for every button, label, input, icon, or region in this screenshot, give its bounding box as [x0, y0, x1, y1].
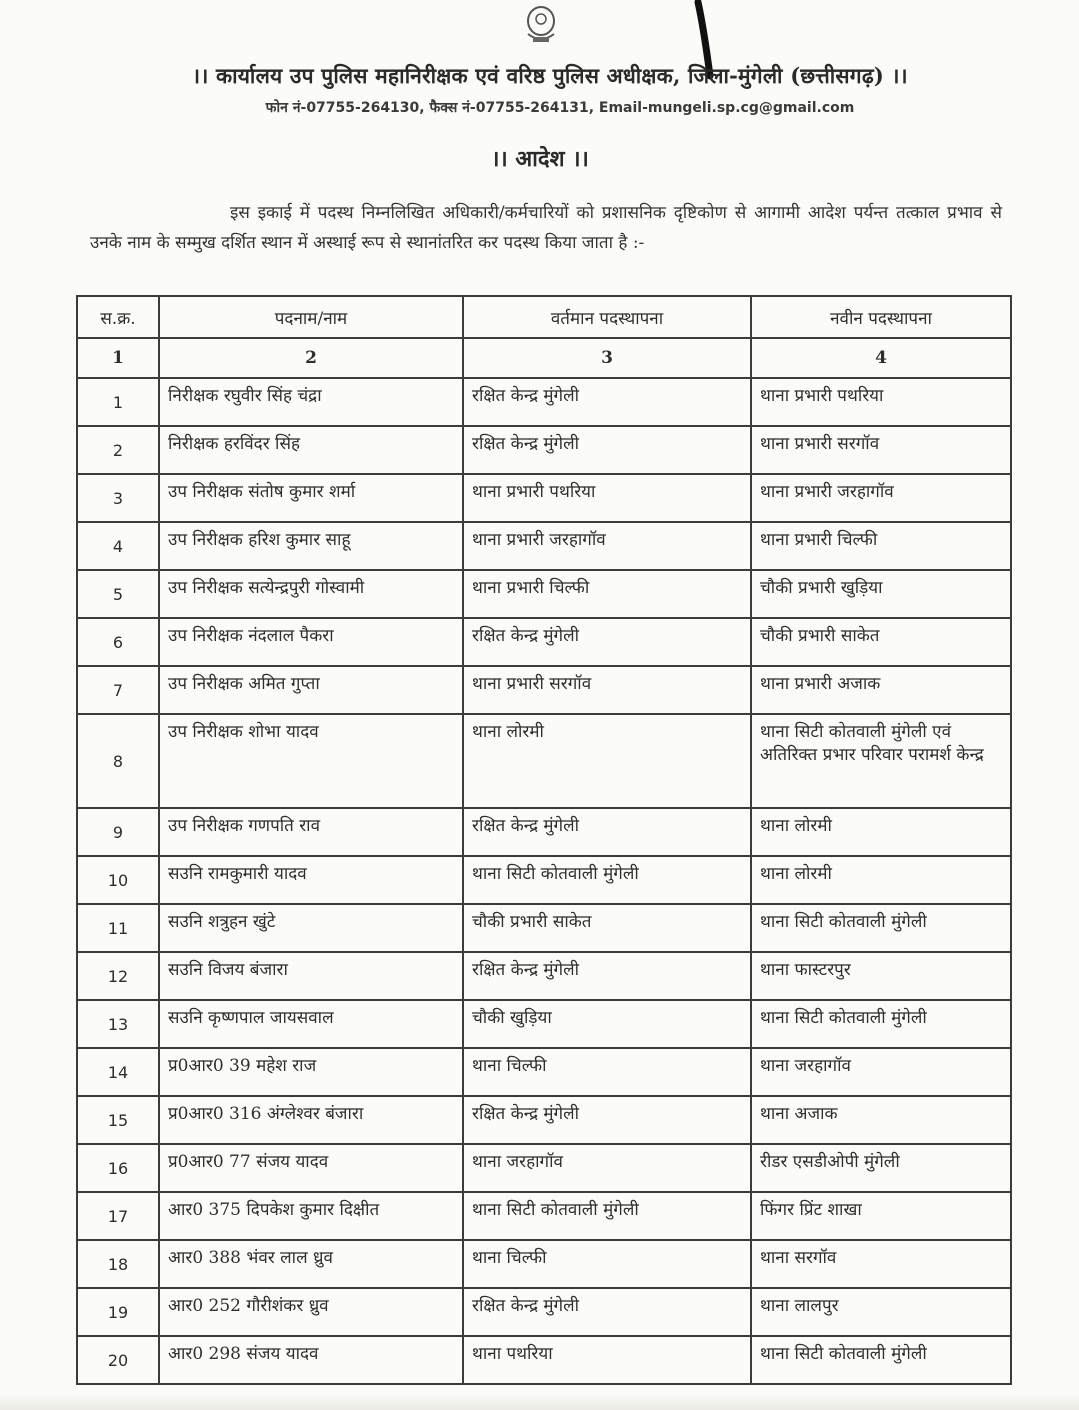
name-cell: उप निरीक्षक अमित गुप्ता: [159, 666, 463, 714]
name-cell: आर0 375 दिपकेश कुमार दिक्षीत: [159, 1192, 463, 1240]
new-posting-cell: थाना सिटी कोतवाली मुंगेली एवं अतिरिक्त प्रभार परिवार परामर्श केन्द्र: [751, 714, 1011, 808]
office-title: ।। कार्यालय उप पुलिस महानिरीक्षक एवं वरिष्ठ पुलिस अधीक्षक, जिला-मुंगेली (छत्तीसगढ़) ।।: [192, 63, 908, 88]
name-cell: निरीक्षक हरविंदर सिंह: [159, 426, 463, 474]
name-cell: सउनि रामकुमारी यादव: [159, 856, 463, 904]
name-cell: सउनि शत्रुहन खुंटे: [159, 904, 463, 952]
column-number: 2: [159, 338, 463, 378]
new-posting-cell: रीडर एसडीओपी मुंगेली: [751, 1144, 1011, 1192]
current-posting-cell: रक्षित केन्द्र मुंगेली: [463, 808, 751, 856]
serial-cell: 10: [77, 856, 159, 904]
serial-cell: 6: [77, 618, 159, 666]
serial-cell: 14: [77, 1048, 159, 1096]
current-posting-cell: रक्षित केन्द्र मुंगेली: [463, 1096, 751, 1144]
current-posting-cell: रक्षित केन्द्र मुंगेली: [463, 378, 751, 426]
new-posting-cell: थाना प्रभारी सरगॉव: [751, 426, 1011, 474]
table-header-row: [77, 296, 1011, 338]
table-row: [77, 426, 1011, 474]
table-row: [77, 474, 1011, 522]
table-row: [77, 1000, 1011, 1048]
table-row: [77, 666, 1011, 714]
new-posting-cell: थाना लालपुर: [751, 1288, 1011, 1336]
table-row: [77, 952, 1011, 1000]
name-cell: प्र0आर0 77 संजय यादव: [159, 1144, 463, 1192]
serial-cell: 18: [77, 1240, 159, 1288]
serial-cell: 9: [77, 808, 159, 856]
name-cell: उप निरीक्षक शोभा यादव: [159, 714, 463, 808]
table-row: [77, 808, 1011, 856]
current-posting-cell: थाना चिल्फी: [463, 1048, 751, 1096]
new-posting-cell: थाना जरहागॉव: [751, 1048, 1011, 1096]
header-serial: स.क्र.: [77, 296, 159, 338]
current-posting-cell: थाना प्रभारी जरहागॉव: [463, 522, 751, 570]
column-number: 4: [751, 338, 1011, 378]
table-row: [77, 1096, 1011, 1144]
serial-cell: 3: [77, 474, 159, 522]
new-posting-cell: थाना अजाक: [751, 1096, 1011, 1144]
intro-text: इस इकाई में पदस्थ निम्नलिखित अधिकारी/कर्मचारियों को प्रशासनिक दृष्टिकोण से आगामी आदेश पर्यन्त तत्काल प्रभाव से उनके नाम के सम्मुख दर्शित स्थान में अस्थाई रूप से स्थानांतरित कर पदस्थ किया जाता है :-: [90, 203, 1002, 253]
current-posting-cell: थाना सिटी कोतवाली मुंगेली: [463, 1192, 751, 1240]
current-posting-cell: रक्षित केन्द्र मुंगेली: [463, 1288, 751, 1336]
table-row: [77, 1144, 1011, 1192]
table-row: [77, 856, 1011, 904]
column-number-row: [77, 338, 1011, 378]
new-posting-cell: चौकी प्रभारी साकेत: [751, 618, 1011, 666]
new-posting-cell: चौकी प्रभारी खुड़िया: [751, 570, 1011, 618]
new-posting-cell: थाना सिटी कोतवाली मुंगेली: [751, 1000, 1011, 1048]
serial-cell: 1: [77, 378, 159, 426]
new-posting-cell: थाना सिटी कोतवाली मुंगेली: [751, 904, 1011, 952]
current-posting-cell: थाना प्रभारी सरगॉव: [463, 666, 751, 714]
table-row: [77, 1288, 1011, 1336]
serial-cell: 5: [77, 570, 159, 618]
column-number: 1: [77, 338, 159, 378]
current-posting-cell: थाना चिल्फी: [463, 1240, 751, 1288]
name-cell: प्र0आर0 316 अंग्लेश्वर बंजारा: [159, 1096, 463, 1144]
header-current-posting: वर्तमान पदस्थापना: [463, 296, 751, 338]
table-row: [77, 1336, 1011, 1384]
name-cell: उप निरीक्षक नंदलाल पैकरा: [159, 618, 463, 666]
table-row: [77, 570, 1011, 618]
new-posting-cell: थाना लोरमी: [751, 808, 1011, 856]
header-designation-name: पदनाम/नाम: [159, 296, 463, 338]
intro-paragraph: [90, 198, 1002, 258]
new-posting-cell: थाना सरगॉव: [751, 1240, 1011, 1288]
page-edge-shadow: [0, 1392, 1079, 1410]
new-posting-cell: थाना प्रभारी अजाक: [751, 666, 1011, 714]
name-cell: उप निरीक्षक हरिश कुमार साहू: [159, 522, 463, 570]
new-posting-cell: थाना प्रभारी चिल्फी: [751, 522, 1011, 570]
table-body: [77, 378, 1011, 1384]
name-cell: उप निरीक्षक संतोष कुमार शर्मा: [159, 474, 463, 522]
name-cell: प्र0आर0 39 महेश राज: [159, 1048, 463, 1096]
name-cell: सउनि कृष्णपाल जायसवाल: [159, 1000, 463, 1048]
serial-cell: 4: [77, 522, 159, 570]
new-posting-cell: थाना लोरमी: [751, 856, 1011, 904]
current-posting-cell: थाना प्रभारी पथरिया: [463, 474, 751, 522]
current-posting-cell: रक्षित केन्द्र मुंगेली: [463, 618, 751, 666]
serial-cell: 12: [77, 952, 159, 1000]
current-posting-cell: थाना पथरिया: [463, 1336, 751, 1384]
order-heading: ।। आदेश ।।: [491, 146, 589, 172]
table-row: [77, 904, 1011, 952]
contact-line: फोन नं-07755-264130, फैक्स नं-07755-264131, Email-mungeli.sp.cg@gmail.com: [265, 100, 855, 116]
serial-cell: 8: [77, 714, 159, 808]
table-row: [77, 1240, 1011, 1288]
name-cell: उप निरीक्षक सत्येन्द्रपुरी गोस्वामी: [159, 570, 463, 618]
column-number: 3: [463, 338, 751, 378]
current-posting-cell: थाना जरहागॉव: [463, 1144, 751, 1192]
serial-cell: 11: [77, 904, 159, 952]
new-posting-cell: थाना सिटी कोतवाली मुंगेली: [751, 1336, 1011, 1384]
table-row: [77, 618, 1011, 666]
name-cell: सउनि विजय बंजारा: [159, 952, 463, 1000]
serial-cell: 13: [77, 1000, 159, 1048]
table-row: [77, 378, 1011, 426]
current-posting-cell: थाना प्रभारी चिल्फी: [463, 570, 751, 618]
name-cell: आर0 298 संजय यादव: [159, 1336, 463, 1384]
new-posting-cell: थाना प्रभारी जरहागॉव: [751, 474, 1011, 522]
table-row: [77, 522, 1011, 570]
new-posting-cell: थाना फास्टरपुर: [751, 952, 1011, 1000]
current-posting-cell: चौकी प्रभारी साकेत: [463, 904, 751, 952]
serial-cell: 16: [77, 1144, 159, 1192]
current-posting-cell: थाना सिटी कोतवाली मुंगेली: [463, 856, 751, 904]
header-new-posting: नवीन पदस्थापना: [751, 296, 1011, 338]
new-posting-cell: थाना प्रभारी पथरिया: [751, 378, 1011, 426]
name-cell: उप निरीक्षक गणपति राव: [159, 808, 463, 856]
current-posting-cell: चौकी खुड़िया: [463, 1000, 751, 1048]
serial-cell: 7: [77, 666, 159, 714]
current-posting-cell: रक्षित केन्द्र मुंगेली: [463, 426, 751, 474]
police-emblem-icon: [518, 4, 564, 46]
table-row: [77, 714, 1011, 808]
table-row: [77, 1192, 1011, 1240]
transfer-table: [76, 295, 1012, 1385]
name-cell: आर0 388 भंवर लाल ध्रुव: [159, 1240, 463, 1288]
serial-cell: 20: [77, 1336, 159, 1384]
serial-cell: 15: [77, 1096, 159, 1144]
serial-cell: 19: [77, 1288, 159, 1336]
table-row: [77, 1048, 1011, 1096]
current-posting-cell: थाना लोरमी: [463, 714, 751, 808]
name-cell: निरीक्षक रघुवीर सिंह चंद्रा: [159, 378, 463, 426]
serial-cell: 2: [77, 426, 159, 474]
serial-cell: 17: [77, 1192, 159, 1240]
new-posting-cell: फिंगर प्रिंट शाखा: [751, 1192, 1011, 1240]
name-cell: आर0 252 गौरीशंकर ध्रुव: [159, 1288, 463, 1336]
current-posting-cell: रक्षित केन्द्र मुंगेली: [463, 952, 751, 1000]
